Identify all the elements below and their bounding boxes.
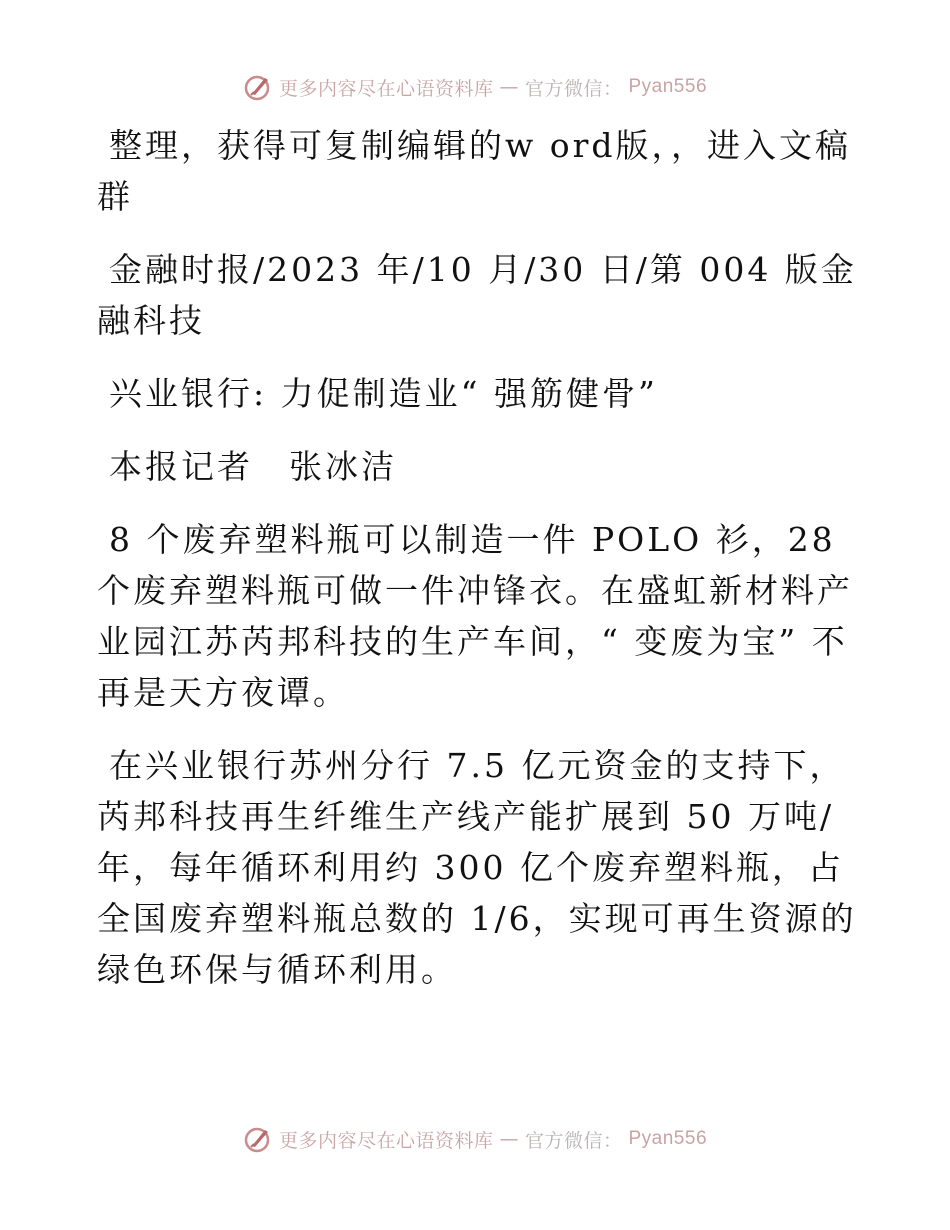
header-watermark bbox=[0, 72, 950, 102]
watermark-wechat-label: 官方微信： bbox=[524, 77, 623, 100]
watermark-dash: — bbox=[499, 76, 519, 98]
paragraph-byline: 本报记者 张冰洁 bbox=[109, 447, 397, 486]
watermark-text: 更多内容尽在心语资料库 bbox=[278, 1129, 494, 1152]
watermark-wechat-id: Pyan556 bbox=[628, 1128, 708, 1149]
paragraph-body-1: 8 个废弃塑料瓶可以制造一件 POLO 衫，28 个废弃塑料瓶可做一件冲锋衣。在盛虹新材料产业园江苏芮邦科技的生产车间，“ 变废为宝” 不再是天方夜谭。 bbox=[97, 520, 853, 712]
watermark-dash: — bbox=[499, 1128, 519, 1150]
paragraph-note: 整理，获得可复制编辑的w ord版，，进入文稿群 bbox=[97, 126, 852, 216]
paragraph-headline: 兴业银行: 力促制造业“ 强筋健骨” bbox=[109, 374, 658, 413]
footer-watermark bbox=[0, 1124, 950, 1154]
quill-circle-icon bbox=[243, 1124, 273, 1154]
watermark-text: 更多内容尽在心语资料库 bbox=[278, 77, 494, 100]
quill-circle-icon bbox=[243, 72, 273, 102]
watermark-wechat-label: 官方微信： bbox=[524, 1129, 623, 1152]
watermark-wechat-id: Pyan556 bbox=[628, 76, 708, 97]
document-body bbox=[97, 120, 857, 1017]
paragraph-source: 金融时报/2023 年/10 月/30 日/第 004 版金融科技 bbox=[97, 250, 857, 340]
paragraph-body-2: 在兴业银行苏州分行 7.5 亿元资金的支持下，芮邦科技再生纤维生产线产能扩展到 50 万吨/年，每年循环利用约 300 亿个废弃塑料瓶，占全国废弃塑料瓶总数的 1/6，实现可再生资源的绿色环保与循环利用。 bbox=[97, 746, 857, 989]
